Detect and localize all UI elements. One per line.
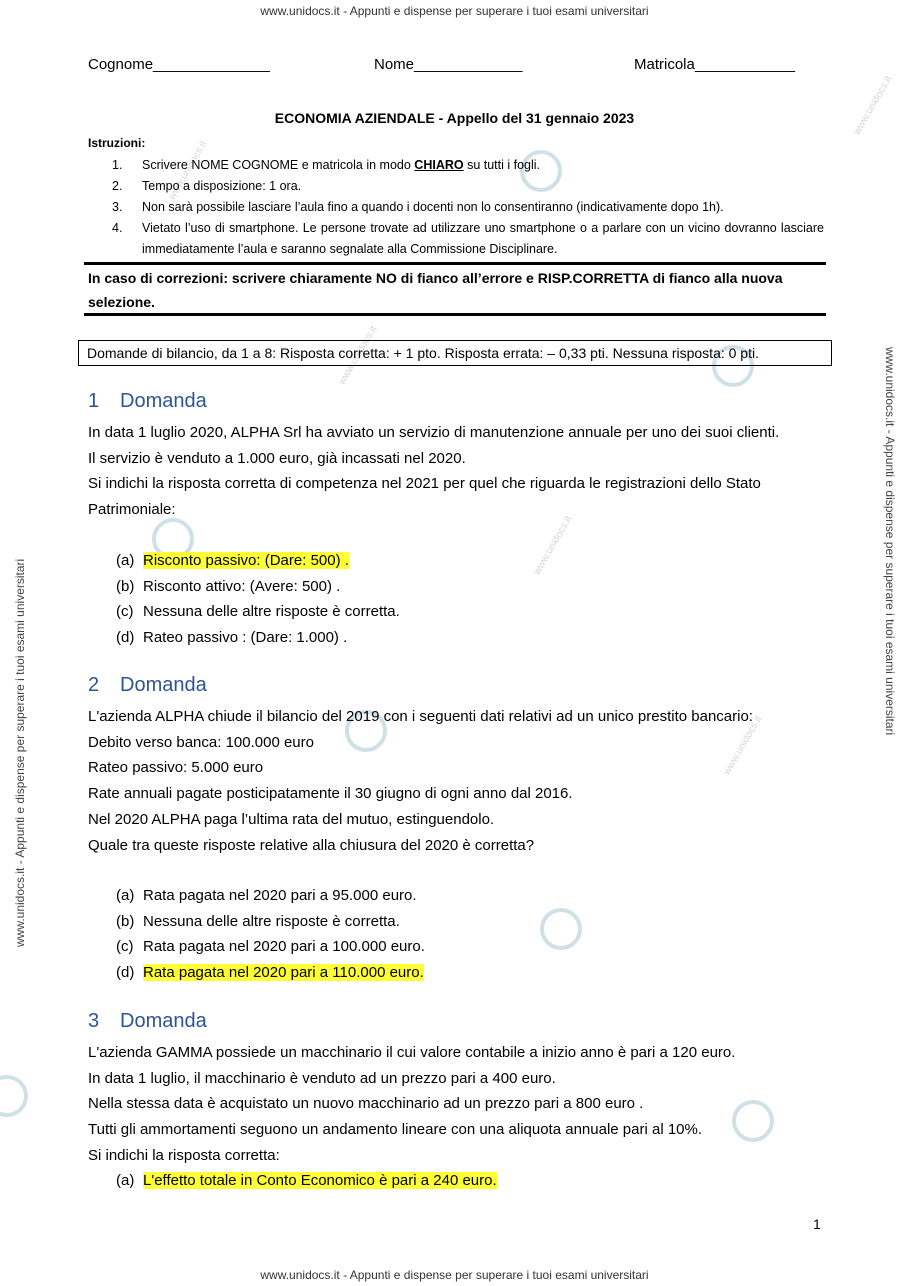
answer-option[interactable] <box>116 883 425 909</box>
instructions-label: Istruzioni: <box>88 136 146 150</box>
exam-title: ECONOMIA AZIENDALE - Appello del 31 gennaio 2023 <box>274 110 635 126</box>
option-label: (a) <box>116 887 135 904</box>
watermark-diagonal: www.unidocs.it <box>721 714 765 777</box>
answer-option[interactable] <box>116 960 425 986</box>
watermark-logo-icon <box>540 908 582 950</box>
question-line: In data 1 luglio, il macchinario è venduto ad un prezzo pari a 400 euro. <box>88 1069 556 1087</box>
question-line: Quale tra queste risposte relative alla chiusura del 2020 è corretta? <box>88 836 535 854</box>
question-line: Rateo passivo: 5.000 euro <box>88 759 264 777</box>
instruction-text: Non sarà possibile lasciare l’aula fino a quando i docenti non lo consentiranno (indicativamente dopo 1h). <box>142 200 724 214</box>
answer-option[interactable] <box>116 574 400 600</box>
question-line: Debito verso banca: 100.000 euro <box>88 733 314 751</box>
question-heading <box>88 390 207 413</box>
option-text-highlighted: Risconto passivo: (Dare: 500) . <box>143 552 349 569</box>
question-line: Si indichi la risposta corretta: <box>88 1146 280 1164</box>
question-heading <box>88 674 207 697</box>
option-label: (b) <box>116 577 135 595</box>
instruction-text-part: Scrivere NOME COGNOME e matricola in modo <box>142 158 415 172</box>
instruction-number: 2. <box>112 179 123 193</box>
watermark-diagonal: www.unidocs.it <box>336 324 380 387</box>
watermark-logo-icon <box>0 1075 28 1117</box>
question-line: In data 1 luglio 2020, ALPHA Srl ha avviato un servizio di manutenzione annuale per uno dei suoi clienti. <box>88 424 780 441</box>
question-number: 1 <box>88 390 100 412</box>
question-number: 3 <box>88 1010 100 1032</box>
question-heading-text: Domanda <box>120 1010 207 1032</box>
option-label: (a) <box>116 552 135 569</box>
instruction-number: 4. <box>112 221 123 235</box>
watermark-right: www.unidocs.it - Appunti e dispense per superare i tuoi esami universitari <box>883 347 897 736</box>
instruction-item <box>112 218 824 260</box>
question-number: 2 <box>88 674 100 696</box>
answer-option[interactable] <box>116 625 400 651</box>
instructions-list <box>112 155 824 260</box>
instruction-emphasis: CHIARO <box>414 158 464 172</box>
question-line: Nel 2020 ALPHA paga l’ultima rata del mutuo, estinguendolo. <box>88 810 495 828</box>
question-line: Si indichi la risposta corretta di competenza nel 2021 per quel che riguarda le registrazioni dello Stato Patrimoniale: <box>88 475 761 519</box>
watermark-diagonal: www.unidocs.it <box>166 139 210 202</box>
option-label: (a) <box>116 1172 135 1189</box>
answer-options <box>116 883 425 986</box>
question-line: L'azienda GAMMA possiede un macchinario il cui valore contabile a inizio anno è pari a 120 euro. <box>88 1044 736 1061</box>
question-text <box>88 704 823 858</box>
instruction-text: Vietato l’uso di smartphone. Le persone trovate ad utilizzare uno smartphone o a parlare con un vicino dovranno lasciare immediatamente l’aula e saranno segnalate alla Commissione Disciplinare. <box>142 221 824 256</box>
option-text: Risconto attivo: (Avere: 500) . <box>143 577 341 595</box>
watermark-diagonal: www.unidocs.it <box>851 74 895 137</box>
instruction-number: 1. <box>112 158 123 172</box>
instruction-item <box>112 155 824 176</box>
question-heading <box>88 1010 207 1033</box>
option-label: (d) <box>116 964 135 982</box>
option-text: Rata pagata nel 2020 pari a 95.000 euro. <box>143 887 417 904</box>
watermark-diagonal: www.unidocs.it <box>531 514 575 577</box>
watermark-bottom <box>0 1268 909 1282</box>
answer-options <box>116 548 400 651</box>
instruction-text <box>142 155 540 176</box>
option-text: Rata pagata nel 2020 pari a 100.000 euro. <box>143 938 425 956</box>
question-text <box>88 1040 823 1169</box>
instruction-item <box>112 176 824 197</box>
divider <box>84 313 826 316</box>
page-number: 1 <box>813 1216 821 1232</box>
answer-option[interactable] <box>116 599 400 625</box>
question-line: Il servizio è venduto a 1.000 euro, già incassati nel 2020. <box>88 449 466 467</box>
watermark-bottom-text: www.unidocs.it - Appunti e dispense per superare i tuoi esami universitari <box>260 1268 649 1282</box>
answer-options <box>116 1168 497 1194</box>
answer-option[interactable] <box>116 909 425 935</box>
corrections-note: In caso di correzioni: scrivere chiaramente NO di fianco all’errore e RISP.CORRETTA di fianco alla nuova selezione. <box>88 270 783 310</box>
watermark-left: www.unidocs.it - Appunti e dispense per superare i tuoi esami universitari <box>13 558 27 947</box>
option-label: (d) <box>116 629 135 647</box>
instruction-text: Tempo a disposizione: 1 ora. <box>142 179 302 193</box>
option-text: Nessuna delle altre risposte è corretta. <box>143 603 400 621</box>
option-label: (b) <box>116 912 135 930</box>
option-text: Rateo passivo : (Dare: 1.000) . <box>143 629 348 647</box>
option-text: Nessuna delle altre risposte è corretta. <box>143 912 400 930</box>
option-text-highlighted: Rata pagata nel 2020 pari a 110.000 euro. <box>143 964 424 982</box>
answer-option[interactable] <box>116 1168 497 1194</box>
question-line: Tutti gli ammortamenti seguono un andamento lineare con una aliquota annuale pari al 10%. <box>88 1121 703 1139</box>
instruction-text-part: su tutti i fogli. <box>463 158 541 172</box>
nome-field[interactable]: Nome_____________ <box>374 56 523 73</box>
option-label: (c) <box>116 938 134 956</box>
question-line: Nella stessa data è acquistato un nuovo macchinario ad un prezzo pari a 800 euro . <box>88 1095 644 1113</box>
question-line: L'azienda ALPHA chiude il bilancio del 2019 con i seguenti dati relativi ad un unico prestito bancario: <box>88 708 753 725</box>
question-line: Rate annuali pagate posticipatamente il 30 giugno di ogni anno dal 2016. <box>88 785 573 803</box>
watermark-top <box>0 4 909 18</box>
question-text <box>88 420 823 523</box>
cognome-field[interactable]: Cognome______________ <box>88 56 270 73</box>
matricola-field[interactable]: Matricola____________ <box>634 56 795 73</box>
score-rules-box: Domande di bilancio, da 1 a 8: Risposta corretta: + 1 pto. Risposta errata: – 0,33 pti. Nessuna risposta: 0 pti. <box>78 340 832 366</box>
question-heading-text: Domanda <box>120 674 207 696</box>
instruction-number: 3. <box>112 200 123 214</box>
instruction-item <box>112 197 824 218</box>
divider <box>84 262 826 265</box>
option-label: (c) <box>116 603 134 621</box>
answer-option[interactable] <box>116 934 425 960</box>
option-text-highlighted: L'effetto totale in Conto Economico è pari a 240 euro. <box>143 1172 497 1189</box>
answer-option[interactable] <box>116 548 400 574</box>
question-heading-text: Domanda <box>120 390 207 412</box>
watermark-top-text: www.unidocs.it - Appunti e dispense per superare i tuoi esami universitari <box>260 4 649 18</box>
